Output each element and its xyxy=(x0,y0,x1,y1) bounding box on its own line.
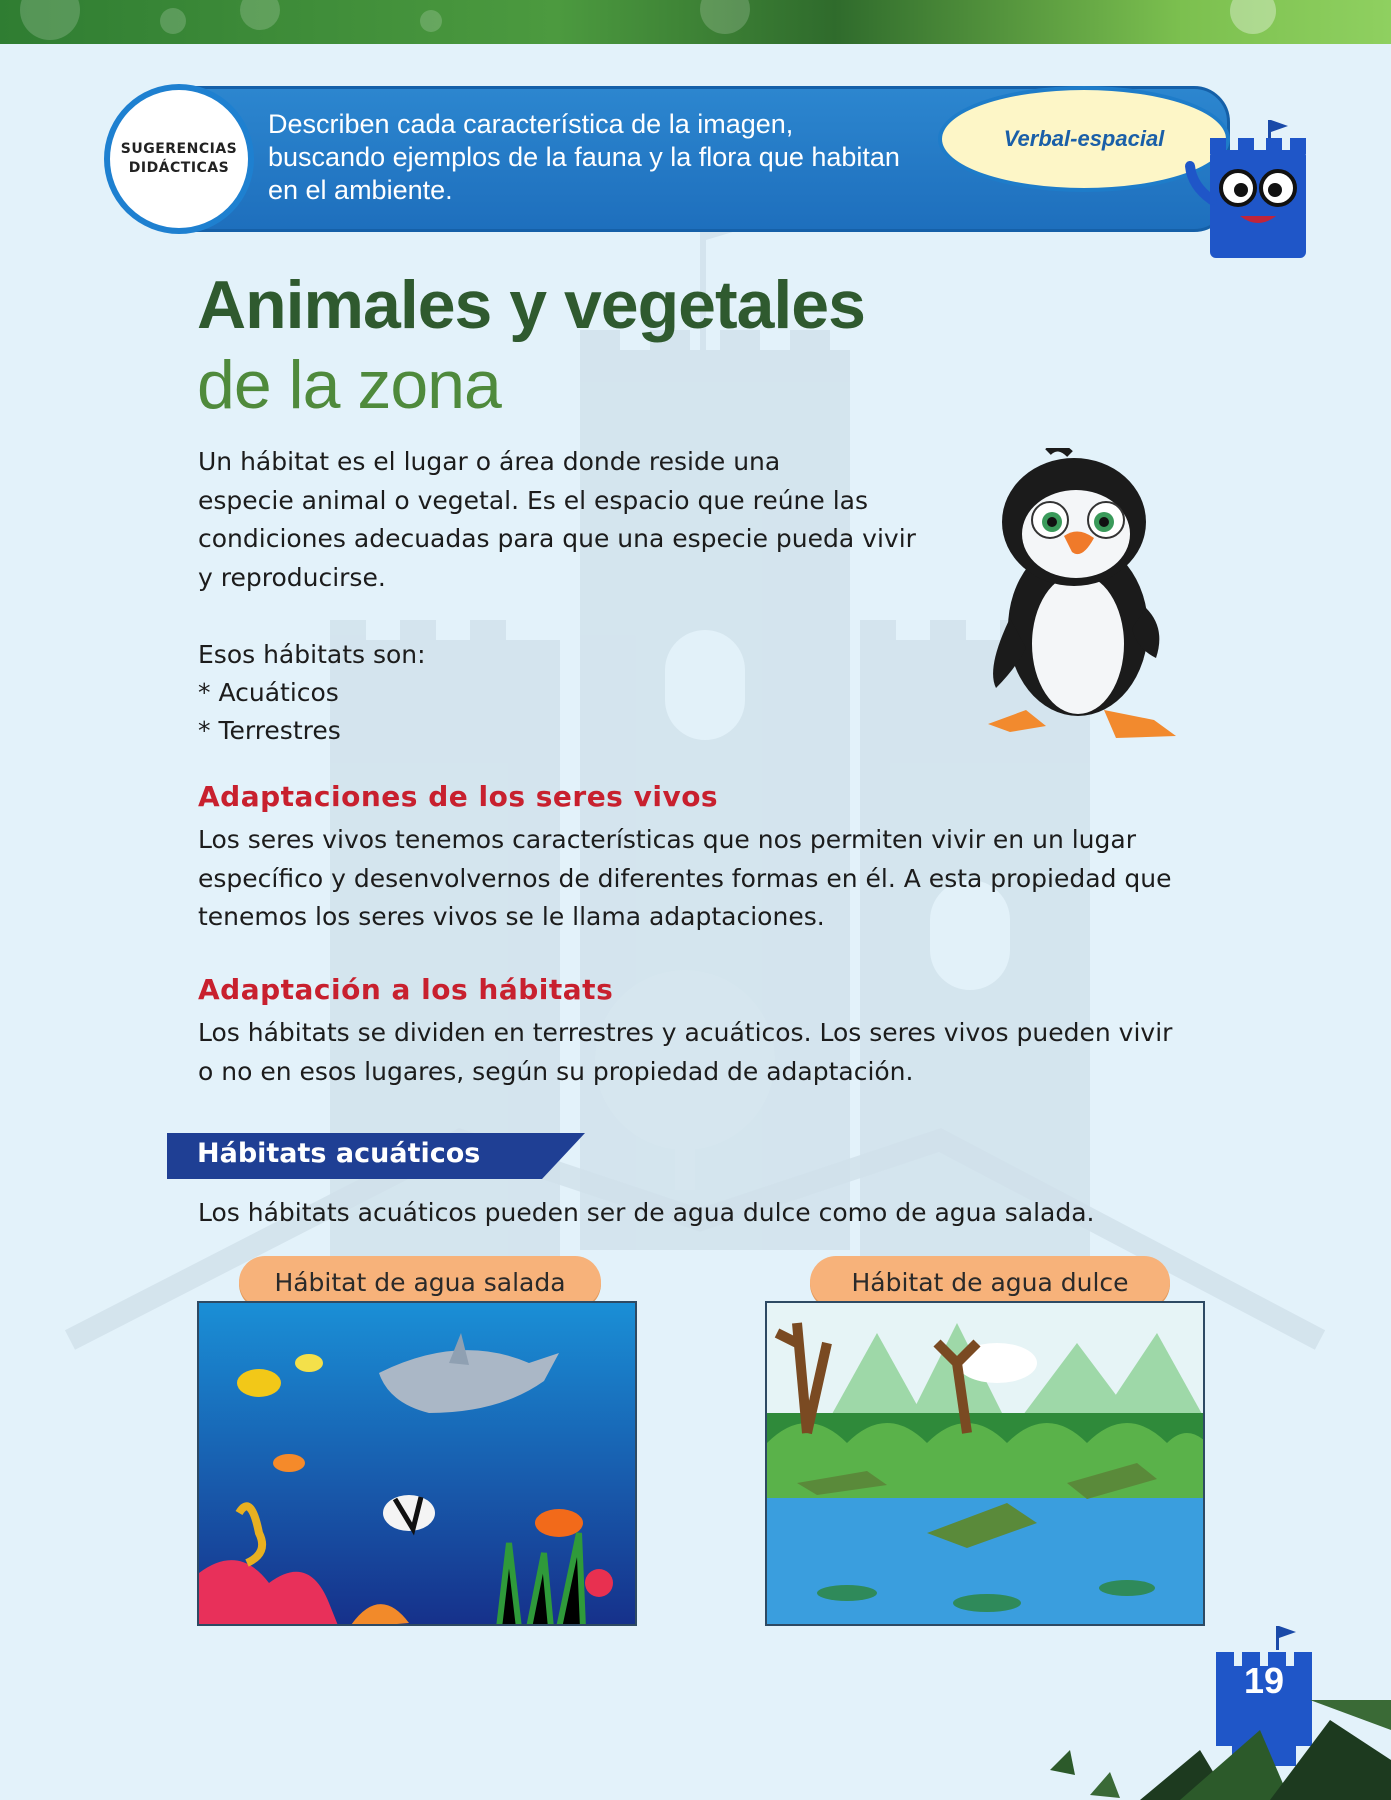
section-heading-adaptations: Adaptaciones de los seres vivos xyxy=(198,780,719,813)
salt-water-label: Hábitat de agua salada xyxy=(239,1256,601,1308)
castle-mascot-icon xyxy=(1182,116,1312,261)
salt-water-image xyxy=(197,1301,637,1626)
habitat-list-item: * Acuáticos xyxy=(198,678,339,707)
habitat-definition: Un hábitat es el lugar o área donde reside una especie animal o vegetal. Es el espacio que reúne las condiciones adecuadas para que una especie pueda vivir y reproducirse. xyxy=(198,447,916,592)
corner-decoration xyxy=(1030,1700,1391,1800)
page-title: Animales y vegetales xyxy=(197,267,865,343)
pond-scene-icon xyxy=(767,1303,1205,1626)
section-body-adaptations: Los seres vivos tenemos características que nos permiten vivir en un lugar específico y desenvolvernos de diferentes formas en él. A esta propiedad que tenemos los seres vivos se le llama adaptaciones. xyxy=(198,825,1172,931)
suggestion-text: Describen cada característica de la imagen, buscando ejemplos de la fauna y la flora que habitan en el ambiente. xyxy=(268,109,900,205)
ocean-scene-icon xyxy=(199,1303,637,1626)
aquatic-ribbon-label: Hábitats acuáticos xyxy=(197,1138,481,1169)
aquatic-description: Los hábitats acuáticos pueden ser de agua dulce como de agua salada. xyxy=(198,1198,1095,1227)
fresh-water-image xyxy=(765,1301,1205,1626)
penguin-illustration xyxy=(986,448,1186,748)
section-body-habitat-adaptation: Los hábitats se dividen en terrestres y acuáticos. Los seres vivos pueden vivir o no en esos lugares, según su propiedad de adaptación. xyxy=(198,1018,1173,1086)
suggestion-badge-label: SUGERENCIAS DIDÁCTICAS xyxy=(120,141,238,176)
page-subtitle: de la zona xyxy=(197,347,501,423)
suggestion-badge xyxy=(104,84,254,234)
intelligence-label: Verbal-espacial xyxy=(1003,126,1165,151)
section-heading-habitat-adaptation: Adaptación a los hábitats xyxy=(198,973,614,1006)
habitat-list-intro: Esos hábitats son: xyxy=(198,640,426,669)
habitat-list-item: * Terrestres xyxy=(198,716,341,745)
page-number: 19 xyxy=(1243,1660,1285,1701)
fresh-water-label: Hábitat de agua dulce xyxy=(810,1256,1170,1308)
